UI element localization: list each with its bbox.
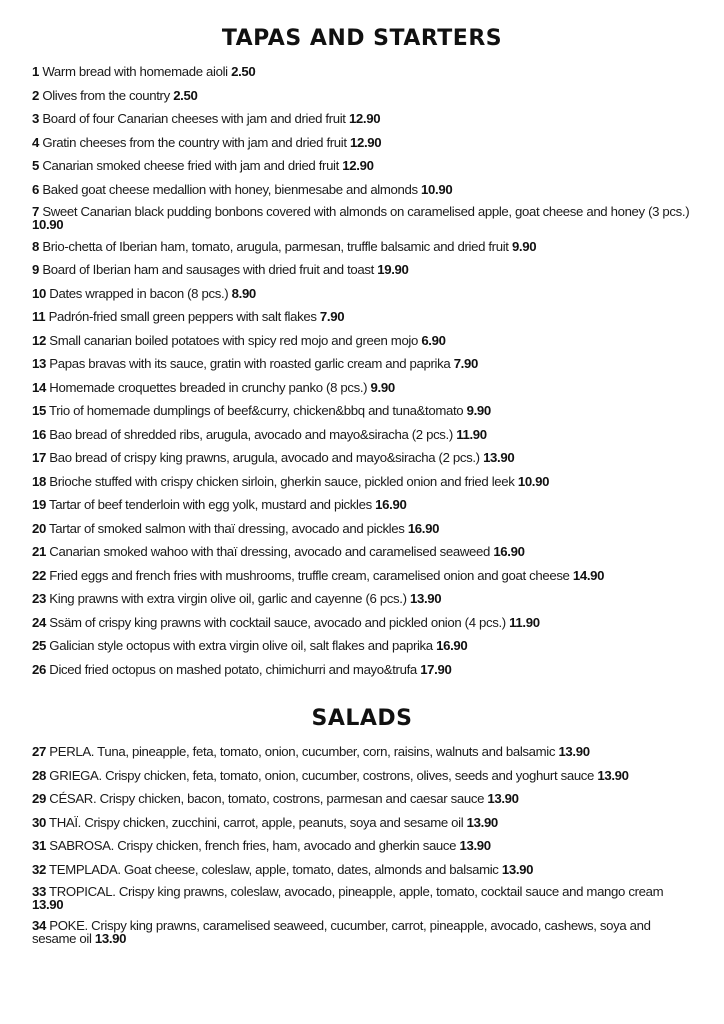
salads-item-list bbox=[32, 741, 692, 949]
item-price: 12.90 bbox=[350, 134, 382, 150]
item-number: 3 bbox=[32, 111, 39, 126]
item-description: Fried eggs and french fries with mushrooms, truffle cream, caramelised onion and goat cheese bbox=[49, 567, 570, 583]
menu-item bbox=[32, 424, 692, 448]
item-description: Papas bravas with its sauce, gratin with roasted garlic cream and paprika bbox=[49, 356, 451, 371]
item-number: 25 bbox=[32, 638, 46, 653]
item-price: 16.90 bbox=[407, 520, 440, 536]
item-description: Small canarian boiled potatoes with spicy red mojo and green mojo bbox=[49, 332, 418, 348]
item-price: 6.90 bbox=[421, 332, 446, 348]
item-price: 9.90 bbox=[466, 403, 491, 418]
item-description: CÉSAR. Crispy chicken, bacon, tomato, costrons, parmesan and caesar sauce bbox=[49, 791, 485, 806]
item-price: 19.90 bbox=[377, 262, 409, 277]
item-description: Homemade croquettes breaded in crunchy panko (8 pcs.) bbox=[49, 379, 368, 395]
item-number: 29 bbox=[32, 791, 46, 806]
menu-item bbox=[32, 108, 692, 132]
menu-item bbox=[32, 494, 692, 518]
item-number: 34 bbox=[32, 917, 46, 933]
item-description: Sweet Canarian black pudding bonbons covered with almonds on caramelised apple, goat cheese and honey (3 pcs.) bbox=[42, 204, 690, 219]
item-number: 26 bbox=[32, 661, 46, 677]
item-description: Board of four Canarian cheeses with jam and dried fruit bbox=[42, 111, 346, 126]
menu-item bbox=[32, 565, 692, 589]
item-price: 2.50 bbox=[231, 64, 256, 79]
item-description: Gratin cheeses from the country with jam and dried fruit bbox=[42, 134, 347, 150]
item-price: 11.90 bbox=[509, 614, 540, 630]
item-price: 10.90 bbox=[32, 217, 64, 232]
item-number: 6 bbox=[32, 181, 39, 197]
item-description: Board of Iberian ham and sausages with dried fruit and toast bbox=[42, 262, 374, 277]
item-description: Canarian smoked cheese fried with jam and dried fruit bbox=[42, 158, 339, 173]
item-number: 24 bbox=[32, 614, 46, 630]
menu-item bbox=[32, 155, 692, 179]
item-number: 31 bbox=[32, 838, 46, 853]
item-price: 16.90 bbox=[375, 497, 407, 512]
item-description: TROPICAL. Crispy king prawns, coleslaw, avocado, pineapple, apple, tomato, cocktail sauce and mango cream bbox=[49, 884, 664, 899]
item-description: Brioche stuffed with crispy chicken sirloin, gherkin sauce, pickled onion and fried leek bbox=[49, 473, 515, 489]
menu-item bbox=[32, 916, 692, 950]
item-number: 11 bbox=[32, 309, 46, 324]
item-description: Ssäm of crispy king prawns with cocktail sauce, avocado and pickled onion (4 pcs.) bbox=[49, 614, 506, 630]
item-price: 9.90 bbox=[370, 379, 395, 395]
item-price: 7.90 bbox=[453, 356, 478, 371]
item-description: Bao bread of shredded ribs, arugula, avocado and mayo&siracha (2 pcs.) bbox=[49, 426, 453, 442]
item-number: 16 bbox=[32, 426, 46, 442]
item-price: 13.90 bbox=[466, 814, 498, 830]
menu-item bbox=[32, 283, 692, 307]
item-description: Trio of homemade dumplings of beef&curry, chicken&bbq and tuna&tomato bbox=[49, 403, 464, 418]
item-description: Dates wrapped in bacon (8 pcs.) bbox=[49, 285, 229, 301]
item-number: 10 bbox=[32, 285, 46, 301]
item-number: 21 bbox=[32, 544, 46, 559]
menu-item bbox=[32, 353, 692, 377]
item-number: 23 bbox=[32, 591, 46, 606]
item-price: 9.90 bbox=[511, 238, 537, 254]
item-description: GRIEGA. Crispy chicken, feta, tomato, onion, cucumber, costrons, olives, seeds and yoghurt sauce bbox=[49, 767, 595, 783]
item-price: 12.90 bbox=[342, 158, 374, 173]
menu-item bbox=[32, 447, 692, 471]
menu-item bbox=[32, 518, 692, 542]
menu-item bbox=[32, 659, 692, 683]
item-number: 27 bbox=[32, 744, 46, 759]
item-description: Brio-chetta of Iberian ham, tomato, arugula, parmesan, truffle balsamic and dried fruit bbox=[42, 238, 509, 254]
menu-item bbox=[32, 259, 692, 283]
item-price: 13.90 bbox=[94, 930, 127, 946]
menu-item bbox=[32, 61, 692, 85]
item-price: 10.90 bbox=[421, 181, 453, 197]
menu-item bbox=[32, 132, 692, 156]
tapas-item-list bbox=[32, 61, 692, 682]
menu-item bbox=[32, 835, 692, 859]
item-description: Bao bread of crispy king prawns, arugula, avocado and mayo&siracha (2 pcs.) bbox=[49, 450, 480, 465]
menu-item bbox=[32, 741, 692, 765]
item-number: 9 bbox=[32, 262, 39, 277]
item-price: 11.90 bbox=[456, 426, 487, 442]
tapas-section-title: TAPAS AND STARTERS bbox=[221, 26, 503, 51]
menu-item bbox=[32, 812, 692, 836]
menu-item bbox=[32, 859, 692, 883]
item-number: 2 bbox=[32, 87, 39, 103]
menu-item bbox=[32, 377, 692, 401]
item-price: 13.90 bbox=[409, 591, 442, 606]
item-price: 13.90 bbox=[501, 861, 534, 877]
item-number: 8 bbox=[32, 238, 39, 254]
item-number: 13 bbox=[32, 356, 46, 371]
item-number: 12 bbox=[32, 332, 46, 348]
menu-item bbox=[32, 788, 692, 812]
item-number: 28 bbox=[32, 767, 46, 783]
menu-item bbox=[32, 588, 692, 612]
item-description: Canarian smoked wahoo with thaï dressing, avocado and caramelised seaweed bbox=[49, 544, 490, 559]
item-price: 14.90 bbox=[572, 567, 605, 583]
item-description: Warm bread with homemade aioli bbox=[42, 64, 228, 79]
item-price: 13.90 bbox=[32, 897, 64, 912]
item-description: Baked goat cheese medallion with honey, bienmesabe and almonds bbox=[42, 181, 418, 197]
item-number: 32 bbox=[32, 861, 46, 877]
menu-item bbox=[32, 765, 692, 789]
menu-item bbox=[32, 306, 692, 330]
item-price: 16.90 bbox=[493, 544, 525, 559]
menu-item bbox=[32, 330, 692, 354]
item-description: Galician style octopus with extra virgin olive oil, salt flakes and paprika bbox=[49, 638, 433, 653]
item-price: 10.90 bbox=[517, 473, 550, 489]
item-description: PERLA. Tuna, pineapple, feta, tomato, onion, cucumber, corn, raisins, walnuts and balsamic bbox=[49, 744, 556, 759]
item-number: 18 bbox=[32, 473, 46, 489]
item-price: 13.90 bbox=[558, 744, 590, 759]
item-number: 1 bbox=[32, 64, 39, 79]
item-number: 22 bbox=[32, 567, 46, 583]
menu-item bbox=[32, 179, 692, 203]
menu-item bbox=[32, 882, 692, 916]
item-description: SABROSA. Crispy chicken, french fries, ham, avocado and gherkin sauce bbox=[49, 838, 457, 853]
item-number: 4 bbox=[32, 134, 39, 150]
item-description: THAÏ. Crispy chicken, zucchini, carrot, apple, peanuts, soya and sesame oil bbox=[49, 814, 464, 830]
item-description: Padrón-fried small green peppers with salt flakes bbox=[48, 309, 317, 324]
item-price: 17.90 bbox=[420, 661, 452, 677]
item-price: 13.90 bbox=[487, 791, 519, 806]
item-number: 30 bbox=[32, 814, 46, 830]
item-number: 7 bbox=[32, 204, 39, 219]
item-number: 15 bbox=[32, 403, 46, 418]
menu-item bbox=[32, 612, 692, 636]
item-number: 5 bbox=[32, 158, 39, 173]
menu-item bbox=[32, 202, 692, 236]
menu-item bbox=[32, 236, 692, 260]
menu-item bbox=[32, 85, 692, 109]
item-number: 14 bbox=[32, 379, 46, 395]
menu-item bbox=[32, 400, 692, 424]
item-description: TEMPLADA. Goat cheese, coleslaw, apple, tomato, dates, almonds and balsamic bbox=[49, 861, 499, 877]
item-price: 2.50 bbox=[173, 87, 198, 103]
item-number: 33 bbox=[32, 884, 46, 899]
menu-item bbox=[32, 471, 692, 495]
item-description: Tartar of smoked salmon with thaï dressing, avocado and pickles bbox=[49, 520, 405, 536]
item-number: 17 bbox=[32, 450, 46, 465]
item-price: 7.90 bbox=[319, 309, 345, 324]
item-description: King prawns with extra virgin olive oil, garlic and cayenne (6 pcs.) bbox=[49, 591, 407, 606]
item-description: POKE. Crispy king prawns, caramelised seaweed, cucumber, carrot, pineapple, avocado, cashews, soya and sesame oil bbox=[32, 917, 651, 946]
item-price: 13.90 bbox=[459, 838, 491, 853]
item-number: 19 bbox=[32, 497, 46, 512]
salads-section-title: SALADS bbox=[311, 706, 413, 731]
item-price: 13.90 bbox=[597, 767, 629, 783]
item-price: 8.90 bbox=[231, 285, 256, 301]
item-description: Tartar of beef tenderloin with egg yolk, mustard and pickles bbox=[49, 497, 372, 512]
item-number: 20 bbox=[32, 520, 46, 536]
item-price: 16.90 bbox=[436, 638, 468, 653]
menu-item bbox=[32, 541, 692, 565]
item-description: Olives from the country bbox=[42, 87, 170, 103]
item-price: 13.90 bbox=[483, 450, 515, 465]
item-description: Diced fried octopus on mashed potato, chimichurri and mayo&trufa bbox=[49, 661, 417, 677]
item-price: 12.90 bbox=[348, 111, 381, 126]
menu-item bbox=[32, 635, 692, 659]
